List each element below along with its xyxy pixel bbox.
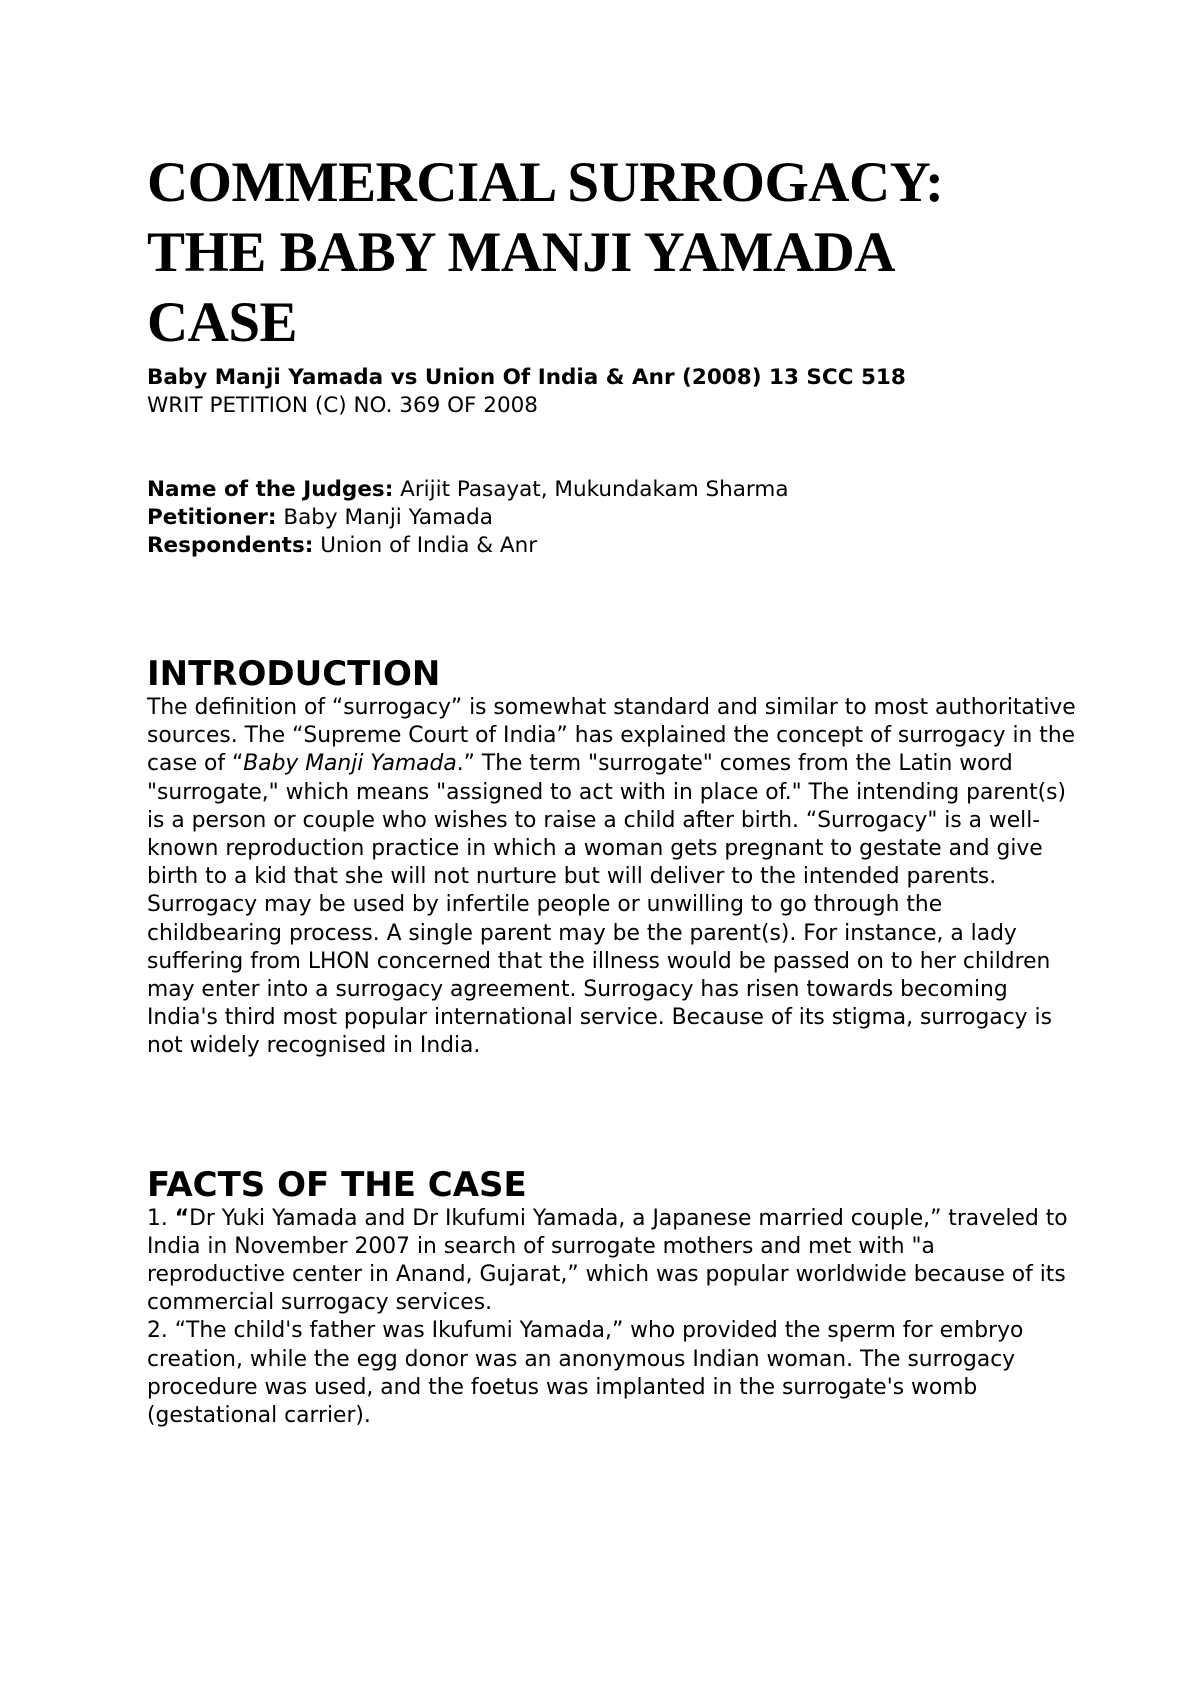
- writ-petition-number: WRIT PETITION (C) NO. 369 OF 2008: [147, 393, 538, 418]
- case-metadata: [147, 476, 1077, 560]
- judges-label: Name of the Judges:: [147, 477, 394, 502]
- case-citation: Baby Manji Yamada vs Union Of India & Anr (2008) 13 SCC 518: [147, 365, 906, 390]
- fact-1-number: 1.: [147, 1205, 175, 1231]
- fact-1-text: Dr Yuki Yamada and Dr Ikufumi Yamada, a Japanese married couple,” traveled to India in November 2007 in search of surrogate mothers and met with "a reproductive center in Anand, Gujarat,” which was popular worldwide because of its commercial surrogacy services.: [147, 1205, 1068, 1316]
- title-line-1: COMMERCIAL SURROGACY:: [147, 151, 944, 214]
- judges-row: [147, 476, 1077, 504]
- respondents-label: Respondents:: [147, 533, 314, 558]
- title-line-3: CASE: [147, 291, 298, 354]
- petitioner-row: [147, 504, 1077, 532]
- petitioner-label: Petitioner:: [147, 505, 277, 530]
- judges-value: Arijit Pasayat, Mukundakam Sharma: [393, 477, 789, 502]
- fact-point-2: 2. “The child's father was Ikufumi Yamada,” who provided the sperm for embryo creation, while the egg donor was an anonymous Indian woman. The surrogacy procedure was used, and the foetus was implanted in the surrogate's womb (gestational carrier).: [147, 1318, 1024, 1429]
- respondents-row: [147, 532, 1077, 560]
- facts-heading: FACTS OF THE CASE: [147, 1164, 527, 1205]
- intro-case-name: Baby Manji Yamada: [243, 751, 457, 777]
- title-line-2: THE BABY MANJI YAMADA: [147, 221, 895, 284]
- document-page: [147, 148, 1077, 1430]
- introduction-heading: INTRODUCTION: [147, 654, 441, 694]
- introduction-paragraph: [147, 694, 1077, 1061]
- document-title: [147, 148, 1077, 358]
- respondents-value: Union of India & Anr: [313, 533, 538, 558]
- fact-point-1: [147, 1205, 1077, 1318]
- fact-1-open-quote: “: [174, 1205, 190, 1231]
- petitioner-value: Baby Manji Yamada: [276, 505, 493, 530]
- intro-text-end: .” The term "surrogate" comes from the Latin word "surrogate," which means "assigned to act with in place of." The intending parent(s) is a person or couple who wishes to raise a child after birth. “Surrogacy" is a well-known reproduction practice in which a woman gets pregnant to gestate and give birth to a kid that she will not nurture but will deliver to the intended parents. Surrogacy may be used by infertile people or unwilling to go through the childbearing process. A single parent may be the parent(s). For instance, a lady suffering from LHON concerned that the illness would be passed on to her children may enter into a surrogacy agreement. Surrogacy has risen towards becoming India's third most popular international service. Because of its stigma, surrogacy is not widely recognised in India.: [147, 751, 1066, 1059]
- intro-text-start: The definition of “surrogacy” is somewhat standard and similar to most authoritative sources. The “Supreme Court of India” has explained the concept of surrogacy in the case of “: [147, 695, 1076, 777]
